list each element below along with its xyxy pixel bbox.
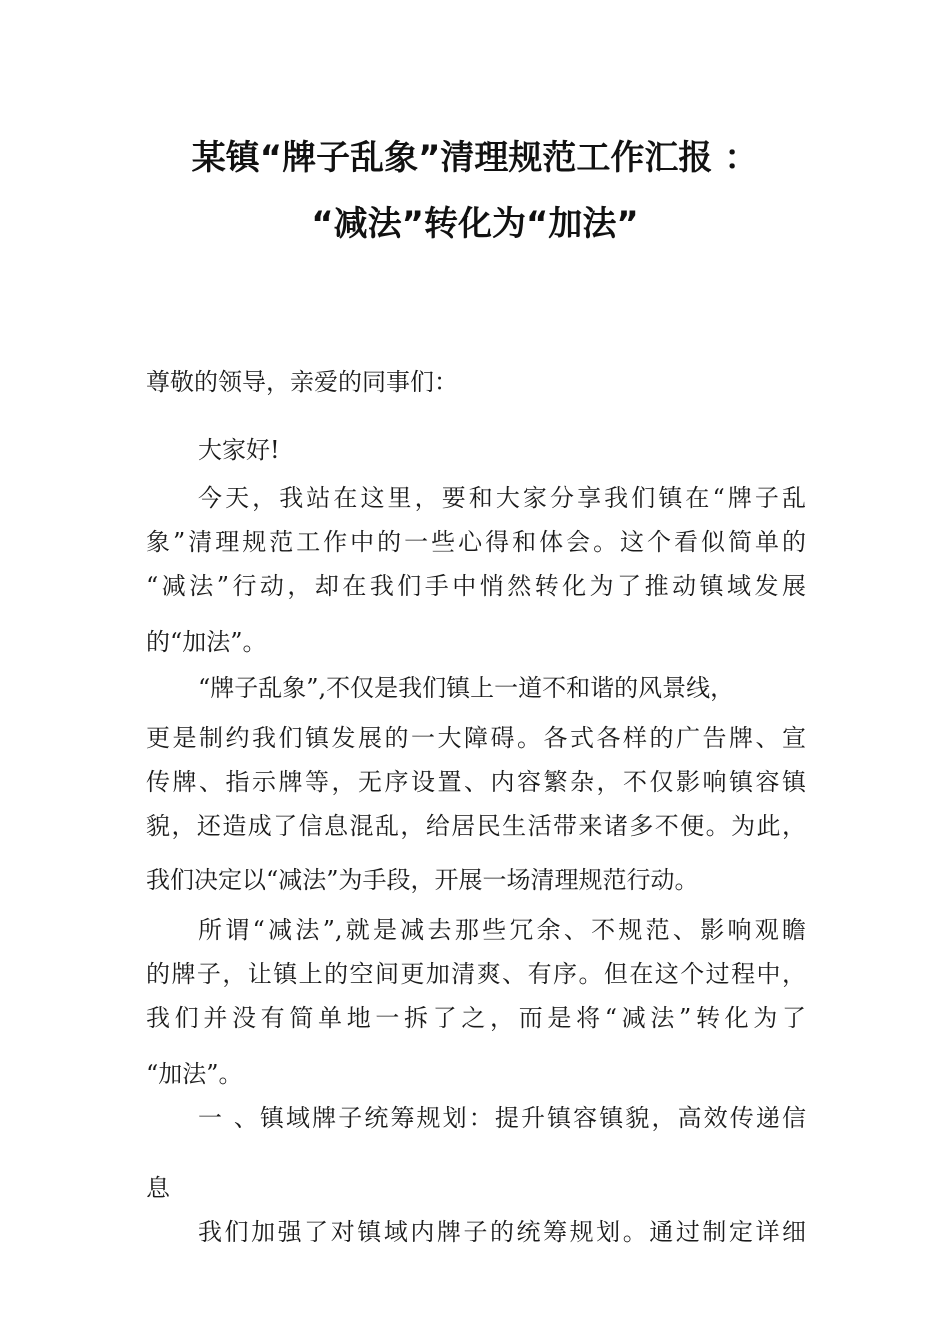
document-title-line-1: 某镇“牌子乱象”清理规范工作汇报 ： [191,138,759,178]
section-heading-line: 息 [146,1174,170,1202]
paragraph-line: 更是制约我们镇发展的一大障碍。各式各样的广告牌、宣 [146,724,806,752]
paragraph-line: 所谓“减法”,就是减去那些冗余、不规范、影响观瞻 [198,916,806,944]
paragraph-line: 传牌、指示牌等，无序设置、内容繁杂，不仅影响镇容镇 [146,768,806,796]
paragraph-line: 今天，我站在这里，要和大家分享我们镇在“牌子乱 [198,484,806,512]
paragraph-line: 的牌子，让镇上的空间更加清爽、有序。但在这个过程中， [146,960,806,988]
paragraph-line: 的“加法”。 [146,628,267,656]
paragraph-line: 象”清理规范工作中的一些心得和体会。这个看似简单的 [146,528,806,556]
paragraph-line: 我们并没有简单地一拆了之，而是将“减法”转化为了 [146,1004,806,1032]
salutation: 尊敬的领导，亲爱的同事们： [146,368,458,396]
paragraph-line: “牌子乱象”,不仅是我们镇上一道不和谐的风景线， [198,674,735,702]
greeting: 大家好! [198,436,280,464]
paragraph-line: 我们加强了对镇域内牌子的统筹规划。通过制定详细 [198,1218,806,1246]
document-title-line-2: “减法”转化为“加法” [311,204,639,244]
paragraph-line: 貌，还造成了信息混乱，给居民生活带来诸多不便。为此， [146,812,806,840]
section-heading-line: 一 、镇域牌子统筹规划：提升镇容镇貌，高效传递信 [198,1104,806,1132]
paragraph-line: “减法”行动，却在我们手中悄然转化为了推动镇域发展 [146,572,806,600]
paragraph-line: “加法”。 [146,1060,243,1088]
paragraph-line: 我们决定以“减法”为手段，开展一场清理规范行动。 [146,866,699,894]
